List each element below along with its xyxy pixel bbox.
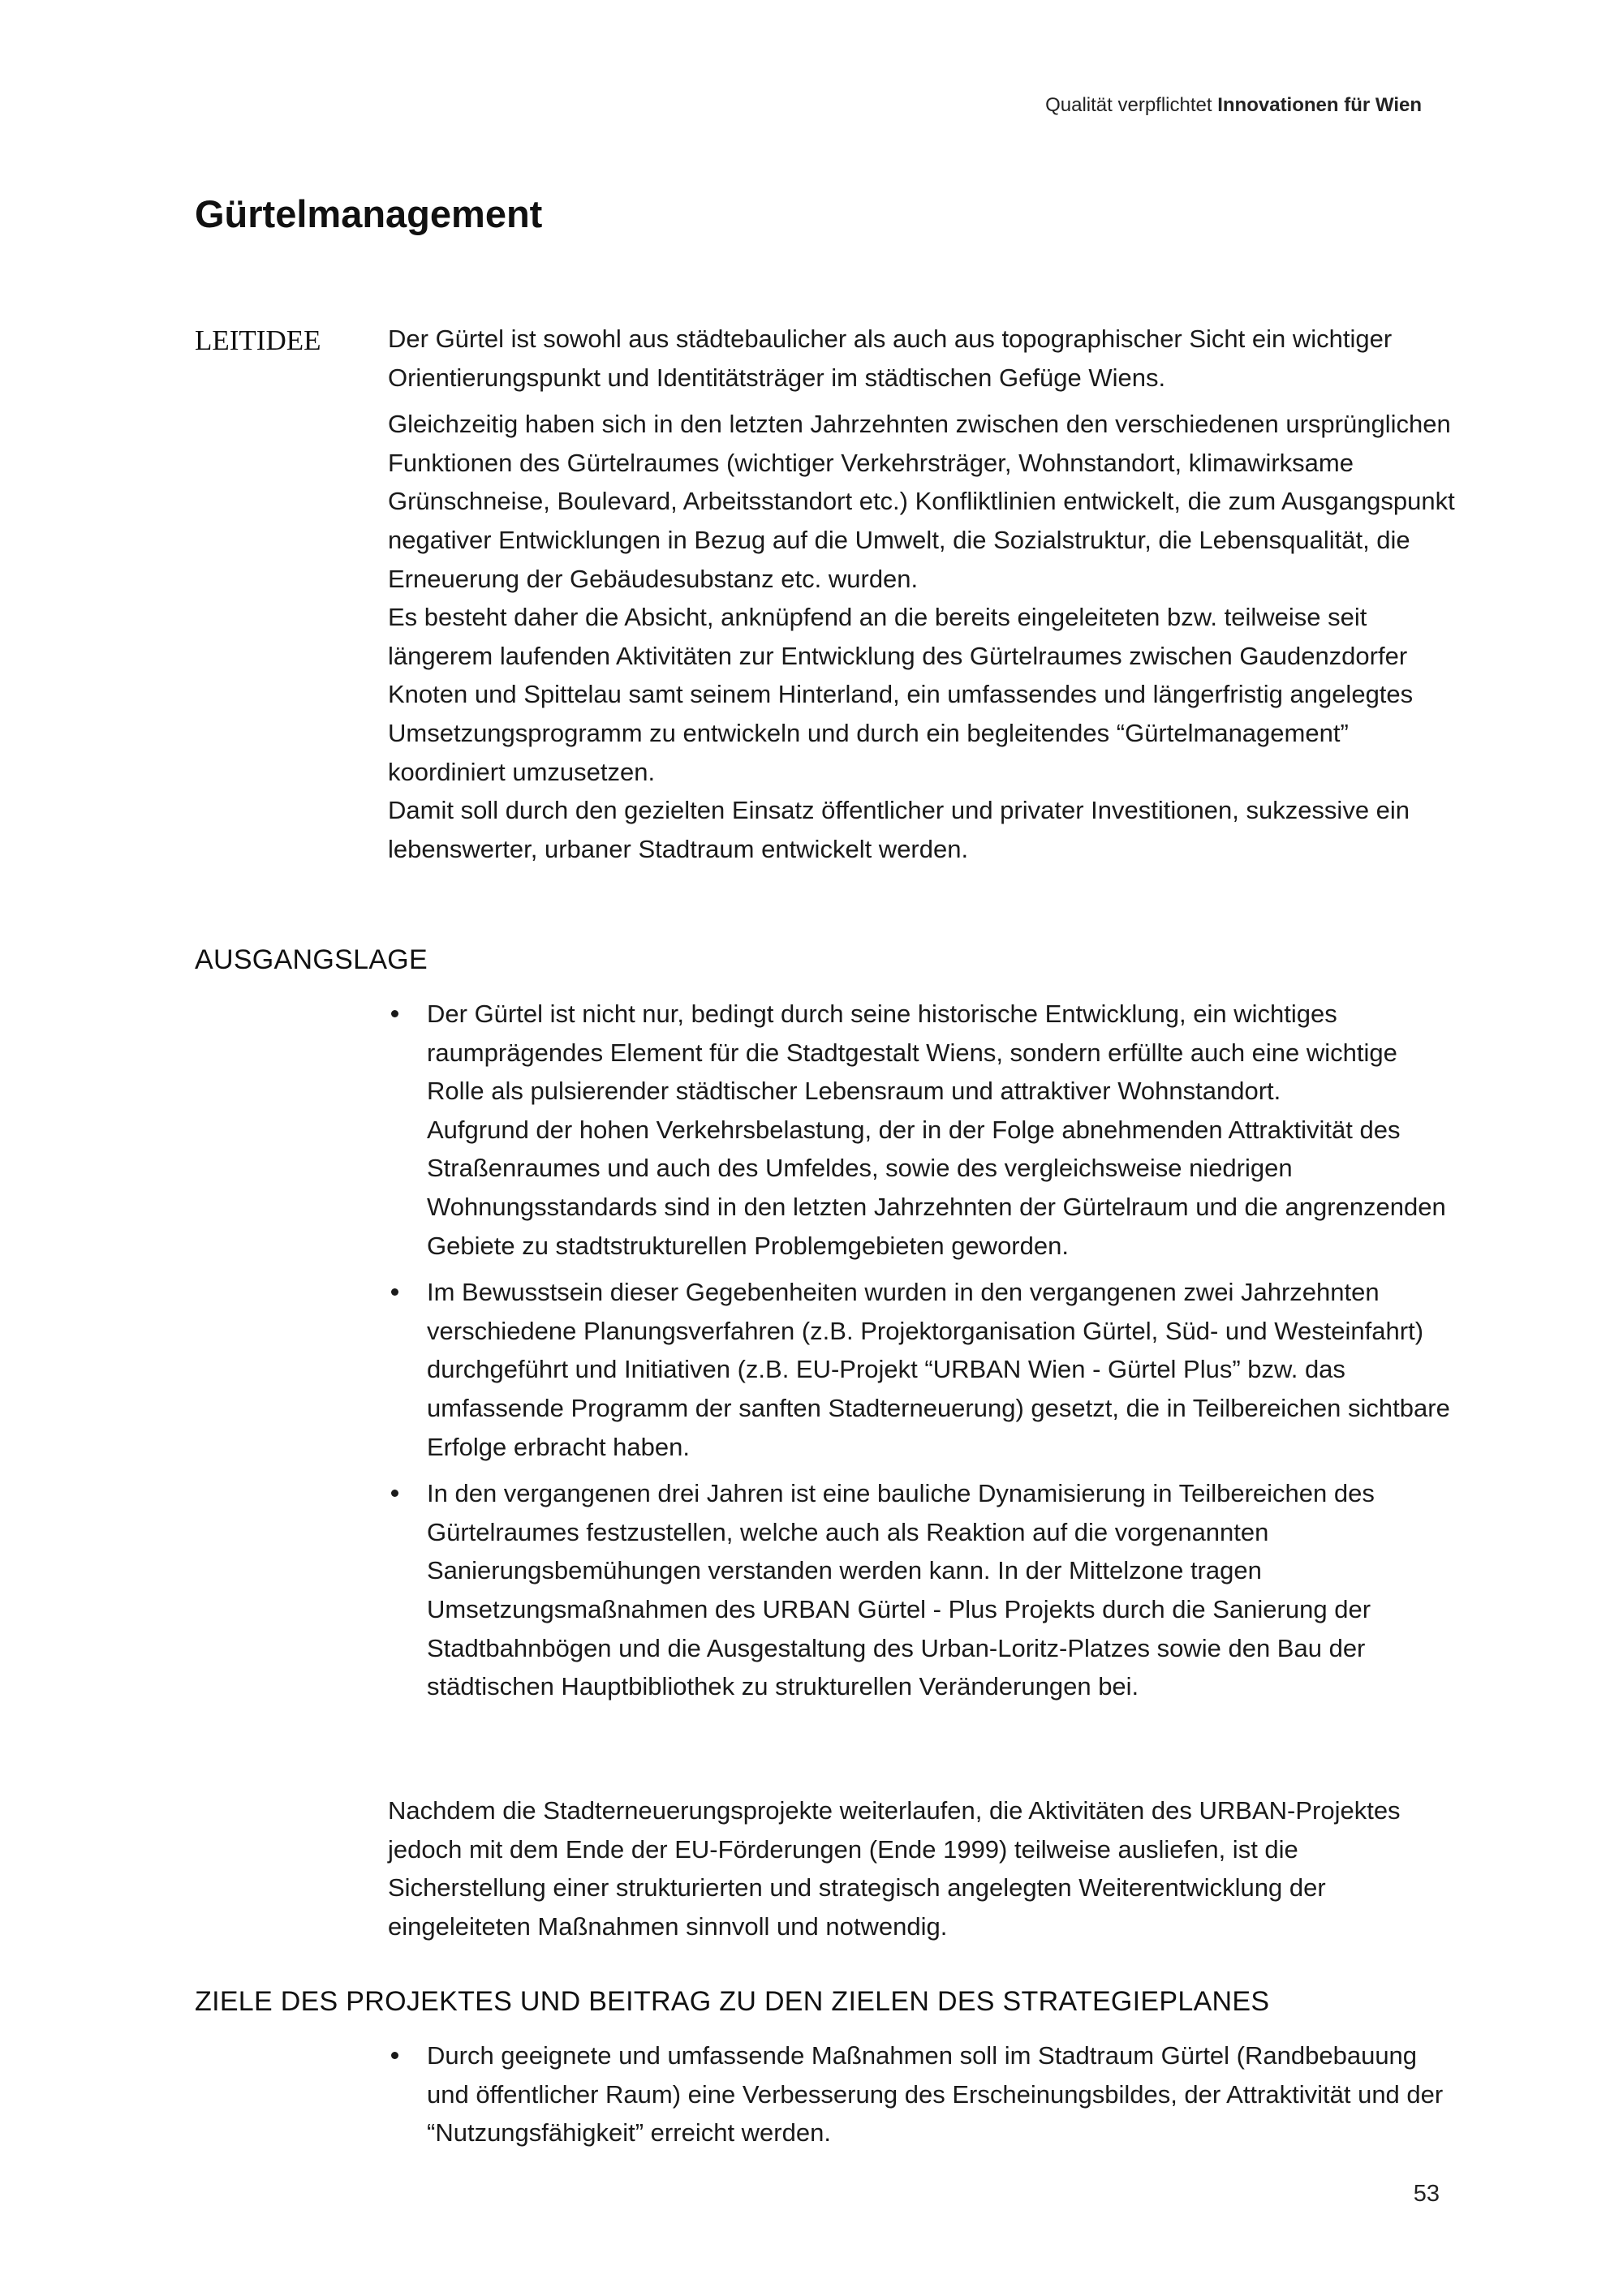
ausgangslage-list	[388, 995, 1459, 1706]
list-item	[388, 2036, 1459, 2152]
bullet-text: Im Bewusstsein dieser Gegebenheiten wurden in den vergangenen zwei Jahrzehnten verschiedene Planungsverfahren (z.B. Projektorganisation Gürtel, Süd- und Westeinfahrt) durchgeführt und Initiativen (z.B. EU-Projekt “URBAN Wien - Gürtel Plus” bzw. das umfassende Programm der sanften Stadterneuerung) gesetzt, die in Teilbereichen sichtbare Erfolge erbracht haben.	[427, 1278, 1450, 1461]
list-item	[388, 1474, 1459, 1706]
running-header	[1045, 94, 1422, 117]
bullet-icon	[391, 1288, 398, 1296]
leitidee-label: LEITIDEE	[195, 325, 321, 356]
list-item	[388, 995, 1459, 1265]
bullet-icon	[391, 2052, 398, 2059]
ziele-list	[388, 2036, 1459, 2152]
leitidee-paragraph-4: Damit soll durch den gezielten Einsatz öffentlicher und privater Investitionen, sukzessive ein lebenswerter, urbaner Stadtraum entwickelt werden.	[388, 796, 1410, 863]
list-item	[388, 1273, 1459, 1466]
ziele-heading: ZIELE DES PROJEKTES UND BEITRAG ZU DEN ZIELEN DES STRATEGIEPLANES	[195, 1986, 1270, 2017]
page-title: Gürtelmanagement	[195, 192, 543, 235]
closing-paragraph: Nachdem die Stadterneuerungsprojekte weiterlaufen, die Aktivitäten des URBAN-Projektes jedoch mit dem Ende der EU-Förderungen (Ende 1999) teilweise ausliefen, ist die Sicherstellung einer strukturierten und strategisch angelegten Weiterentwicklung der eingeleiteten Maßnahmen sinnvoll und notwendig.	[388, 1796, 1401, 1941]
header-bold-text: Innovationen für Wien	[1217, 94, 1422, 116]
leitidee-paragraph-3: Es besteht daher die Absicht, anknüpfend an die bereits eingeleiteten bzw. teilweise seit längerem laufenden Aktivitäten zur Entwicklung des Gürtelraumes zwischen Gaudenzdorfer Knoten und Spittelau samt seinem Hinterland, ein umfassendes und längerfristig angelegtes Umsetzungsprogramm zu entwickeln und durch ein begleitendes “Gürtelmanagement” koordiniert umzusetzen.	[388, 603, 1414, 786]
bullet-text: Durch geeignete und umfassende Maßnahmen soll im Stadtraum Gürtel (Randbebauung und öffentlicher Raum) eine Verbesserung des Erscheinungsbildes, der Attraktivität und der “Nutzungsfähigkeit” erreicht werden.	[427, 2041, 1444, 2148]
header-normal-text: Qualität verpflichtet	[1045, 94, 1218, 116]
bullet-continuation: Aufgrund der hohen Verkehrsbelastung, der in der Folge abnehmenden Attraktivität des Straßenraumes und auch des Umfeldes, sowie des vergleichsweise niedrigen Wohnungsstandards sind in den letzten Jahrzehnten der Gürtelraum und die angrenzenden Gebiete zu stadtstrukturellen Problemgebieten geworden.	[427, 1115, 1446, 1260]
bullet-text: Der Gürtel ist nicht nur, bedingt durch seine historische Entwicklung, ein wichtiges raumprägendes Element für die Stadtgestalt Wiens, sondern erfüllte auch eine wichtige Rolle als pulsierender städtischer Lebensraum und attraktiver Wohnstandort.	[427, 1000, 1397, 1106]
bullet-icon	[391, 1490, 398, 1497]
leitidee-paragraph-2: Gleichzeitig haben sich in den letzten Jahrzehnten zwischen den verschiedenen ursprünglichen Funktionen des Gürtelraumes (wichtiger Verkehrsträger, Wohnstandort, klimawirksame Grünschneise, Boulevard, Arbeitsstandort etc.) Konfliktlinien entwickelt, die zum Ausgangspunkt negativer Entwicklungen in Bezug auf die Umwelt, die Sozialstruktur, die Lebensqualität, die Erneuerung der Gebäudesubstanz etc. wurden.	[388, 410, 1455, 593]
ausgangslage-closing	[388, 1791, 1459, 1946]
bullet-text: In den vergangenen drei Jahren ist eine bauliche Dynamisierung in Teilbereichen des Gürtelraumes festzustellen, welche auch als Reaktion auf die vorgenannten Sanierungsbemühungen verstanden werden kann. In der Mittelzone tragen Umsetzungsmaßnahmen des URBAN Gürtel - Plus Projekts durch die Sanierung der Stadtbahnbögen und die Ausgestaltung des Urban-Loritz-Platzes sowie den Bau der städtischen Hauptbibliothek zu strukturellen Veränderungen bei.	[427, 1479, 1375, 1701]
page-number: 53	[1413, 2181, 1440, 2207]
bullet-icon	[391, 1010, 398, 1017]
ausgangslage-heading: AUSGANGSLAGE	[195, 944, 428, 975]
leitidee-paragraph-1: Der Gürtel ist sowohl aus städtebaulicher als auch aus topographischer Sicht ein wichtiger Orientierungspunkt und Identitätsträger im städtischen Gefüge Wiens.	[388, 325, 1393, 392]
leitidee-section	[388, 320, 1459, 868]
